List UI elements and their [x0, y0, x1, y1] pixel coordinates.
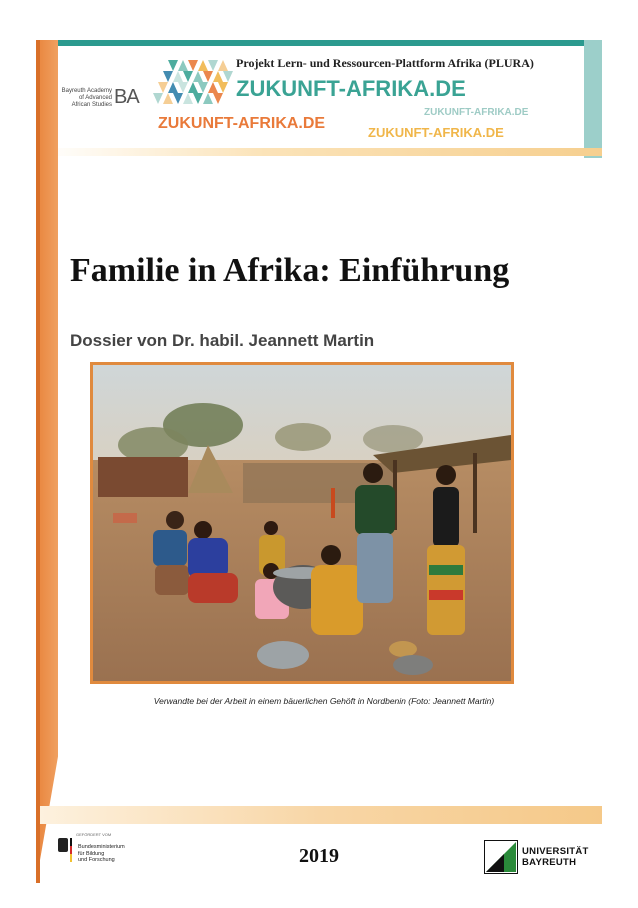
document-subtitle: Dossier von Dr. habil. Jeannett Martin — [70, 331, 375, 350]
photo-caption: Verwandte bei der Arbeit in einem bäuerlichen Gehöft in Nordbenin (Foto: Jeannett Martin) — [153, 696, 495, 706]
publication-year: 2019 — [299, 845, 339, 867]
site-name-main: ZUKUNFT-AFRIKA.DE — [236, 76, 466, 101]
project-title: Projekt Lern- und Ressourcen-Plattform Afrika (PLURA) — [236, 56, 534, 70]
left-orange-edge — [36, 40, 40, 883]
academy-line-3: African Studies — [71, 102, 112, 108]
academy-line-2: of Advanced — [78, 95, 112, 101]
site-name-orange: ZUKUNFT-AFRIKA.DE — [158, 115, 326, 132]
site-name-teal-small: ZUKUNFT-AFRIKA.DE — [424, 107, 529, 118]
funder-name: Bundesministerium für Bildung und Forschung — [78, 844, 125, 863]
photo-illustration — [93, 365, 511, 681]
cover-photo — [90, 362, 514, 684]
uni-bayreuth-logo — [484, 838, 604, 878]
footer-band — [40, 806, 602, 824]
academy-abbr: BA — [114, 86, 139, 108]
academy-line-1: Bayreuth Academy — [61, 88, 112, 94]
header-top-stripe — [40, 40, 602, 46]
bayreuth-academy-logo — [60, 88, 150, 118]
university-line-2: BAYREUTH — [522, 857, 577, 868]
site-name-yellow: ZUKUNFT-AFRIKA.DE — [368, 125, 504, 140]
funder-label: GEFÖRDERT VOM — [76, 832, 112, 837]
university-line-1: UNIVERSITÄT — [522, 846, 589, 857]
document-title: Familie in Afrika: Einführung — [70, 252, 510, 289]
triangle-mosaic-logo — [138, 60, 238, 108]
header-bottom-stripe — [40, 148, 602, 156]
uni-bayreuth-mark-icon — [484, 840, 518, 874]
header-right-stripe — [584, 40, 602, 158]
